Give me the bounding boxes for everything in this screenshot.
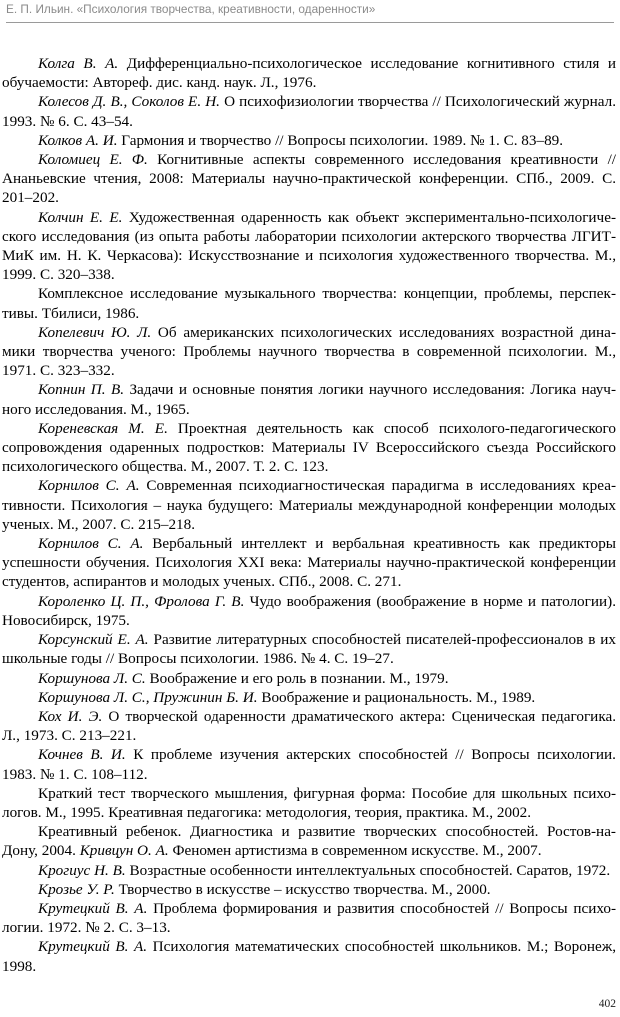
entry-text: О психофизиологии творчества // Психологический журнал. 1993. № 6. С. 43–54. (2, 93, 616, 130)
entry-author: Копнин П. В. (38, 381, 125, 399)
entry-author: Кочнев В. И. (38, 746, 126, 764)
entry-text: Дифференциально-психологическое исследование когнитивного стиля и обучаемости: Автореф. дис. канд. наук. Л., 1976. (2, 55, 617, 92)
bibliography-entry (2, 150, 616, 208)
bibliography-entry (2, 745, 616, 783)
running-header: Е. П. Ильин. «Психология творчества, креативности, одаренности» (6, 2, 376, 16)
entry-text: Художественная одаренность как объект экспериментально-психологического исследования (из опыта работы лаборатории психологии актерского творчества ЛГИТМиК им. Н. К. Черкасова): Искусствознание и психология художественного творчества. М., 1999. С. 320–338. (2, 208, 616, 284)
entry-author: Копелевич Ю. Л. (38, 323, 152, 341)
bibliography-entry (2, 592, 616, 630)
bibliography-entry (2, 54, 616, 92)
bibliography-entry (2, 380, 616, 418)
bibliography-entry (2, 284, 616, 322)
bibliography-entry (2, 899, 616, 937)
entry-text: Чудо воображения (воображение в норме и патологии). Новосибирск, 1975. (2, 592, 616, 629)
entry-text: Феномен артистизма в современном искусстве. М., 2007. (168, 842, 542, 860)
bibliography-entry (2, 92, 616, 130)
entry-author: Колесов Д. В., Соколов Е. Н. (38, 93, 220, 111)
entry-author: Колков А. И. (38, 131, 118, 149)
entry-author: Коломиец Е. Ф. (38, 151, 148, 169)
entry-text: Современная психодиагностическая парадигма в исследованиях креативности. Психология – наука будущего: Материалы международной конференции молодых ученых. М., 2007. С. 215–218. (2, 477, 616, 533)
bibliography-entry (2, 476, 616, 534)
entry-text: О творческой одаренности драматического актера: Сценическая педагогика. Л., 1973. С. 213–221. (2, 707, 616, 745)
entry-text: Креативный ребенок. Диагностика и развитие творческих способностей. Ростов-на-Дону, 2004. (2, 823, 616, 860)
entry-author: Короленко Ц. П., Фролова Г. В. (38, 592, 245, 610)
entry-author: Корсунский Е. А. (38, 631, 149, 649)
entry-text: Задачи и основные понятия логики научного исследования: Логика научного исследования. М., 1965. (2, 381, 616, 418)
entry-author: Коршунова Л. С., Пружинин Б. И. (38, 688, 258, 706)
bibliography-entry (2, 131, 616, 150)
header-divider (6, 22, 614, 23)
entry-text: Возрастные особенности интеллектуальных способностей. Саратов, 1972. (125, 861, 611, 879)
bibliography-entry (2, 419, 616, 477)
bibliography-entry (2, 937, 616, 975)
bibliography-entry (2, 630, 616, 668)
entry-author: Кореневская М. Е. (38, 419, 168, 437)
bibliography-entry (2, 822, 616, 860)
entry-author: Крогиус Н. В. (38, 861, 126, 879)
bibliography-entry (2, 323, 616, 381)
entry-text: Творчество в искусстве – искусство творчества. М., 2000. (114, 880, 491, 898)
entry-author: Крутецкий В. А. (38, 899, 148, 917)
bibliography-entry (2, 208, 616, 285)
entry-author: Корнилов С. А. (38, 535, 144, 553)
entry-author: Крутецкий В. А. (38, 938, 148, 956)
bibliography-entry (2, 688, 616, 707)
bibliography-entry (2, 534, 616, 592)
bibliography-list (2, 54, 616, 976)
entry-author: Корнилов С. А. (38, 477, 140, 495)
entry-author: Крозье У. Р. (38, 880, 115, 898)
entry-author: Колчин Е. Е. (38, 208, 123, 226)
bibliography-entry (2, 861, 616, 880)
entry-author: Колга В. А. (38, 55, 119, 72)
entry-text: Проектная деятельность как способ психолого-педагогического сопровождения одаренных подростков: Материалы IV Всероссийского съезда Российского психологического общества. М., 2007. Т. 2. С. 123. (2, 419, 617, 476)
entry-text: Проблема формирования и развития способностей // Вопросы психологии. 1972. № 2. С. 3–13. (2, 899, 616, 937)
page-number: 402 (598, 998, 616, 1010)
entry-text: Гармония и творчество // Вопросы психологии. 1989. № 1. С. 83–89. (117, 131, 564, 149)
entry-text: Об американских психологических исследованиях возрастной динамики творчества ученого: Проблемы научного творчества в современной психологии. М., 1971. С. 323–332. (2, 323, 616, 380)
entry-text: Воображение и рациональность. М., 1989. (257, 688, 536, 706)
entry-text: Развитие литературных способностей писателей-профессионалов в их школьные годы // Вопросы психологии. 1986. № 4. С. 19–27. (2, 631, 616, 668)
entry-text: Комплексное исследование музыкального творчества: концепции, проблемы, перспективы. Тбилиси, 1986. (2, 285, 616, 322)
bibliography-entry (2, 880, 616, 899)
entry-author: Кривцун О. А. (79, 842, 169, 860)
bibliography-entry (2, 784, 616, 822)
bibliography-entry (2, 707, 616, 745)
entry-text: Краткий тест творческого мышления, фигурная форма: Пособие для школьных психологов. М., 1995. Креативная педагогика: методология, теория, практика. М., 2002. (2, 784, 616, 821)
entry-text: Воображение и его роль в познании. М., 1979. (145, 669, 449, 687)
bibliography-entry (2, 669, 616, 688)
entry-author: Кох И. Э. (38, 707, 103, 725)
entry-author: Коршунова Л. С. (38, 669, 146, 687)
entry-text: К проблеме изучения актерских способностей // Вопросы психологии. 1983. № 1. С. 108–112. (2, 746, 616, 783)
entry-text: Вербальный интеллект и вербальная креативность как предикторы успешности обучения. Психология XXI века: Материалы научно-практической конференции студентов, аспирантов и молодых ученых. СПб., 2008. С. 271. (2, 535, 616, 591)
entry-text: Психология математических способностей школьников. М.; Воронеж, 1998. (2, 938, 616, 975)
entry-text: Когнитивные аспекты современного исследования креативности // Ананьевские чтения, 2008: Материалы научно-практической конференции. СПб., 2009. С. 201–202. (2, 151, 617, 207)
